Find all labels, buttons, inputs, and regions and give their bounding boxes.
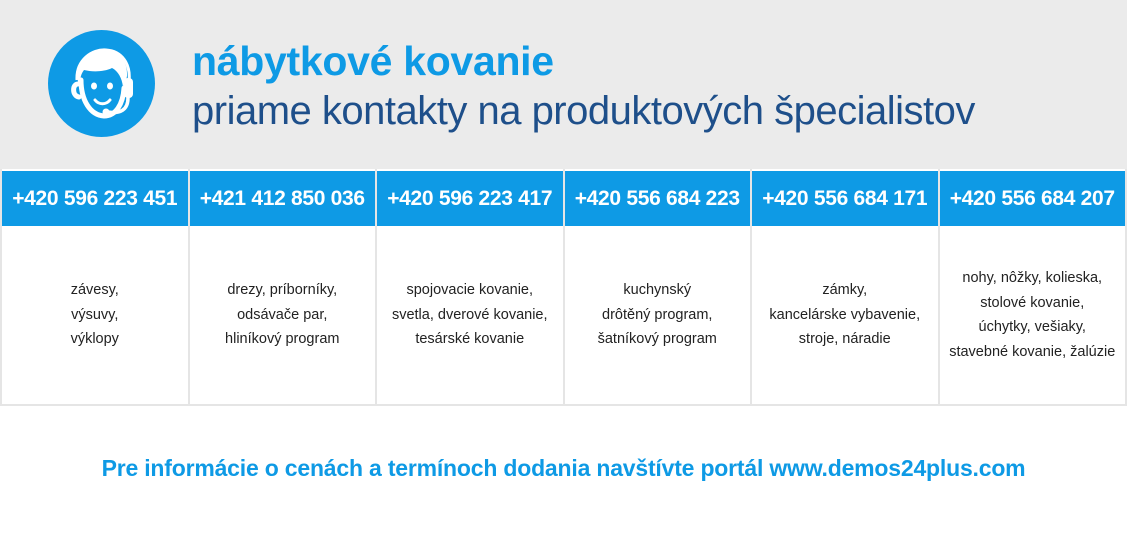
product-description xyxy=(2,226,188,406)
page-title: nábytkové kovanie xyxy=(192,38,554,84)
description-line: úchytky, vešiaky, xyxy=(978,319,1086,335)
description-line: kancelárske vybavenie, xyxy=(769,306,921,323)
phone-number[interactable]: +421 412 850 036 xyxy=(190,169,376,226)
description-line: stolové kovanie, xyxy=(980,294,1085,311)
description-line: stavebné kovanie, žalúzie xyxy=(949,343,1116,360)
contacts-grid xyxy=(0,169,1127,406)
description-line: šatníkový program xyxy=(597,331,717,348)
phone-number[interactable]: +420 596 223 417 xyxy=(377,169,563,226)
description-line: výklopy xyxy=(70,331,119,348)
phone-number[interactable]: +420 556 684 207 xyxy=(940,169,1126,226)
support-agent-headset-icon xyxy=(48,30,155,137)
description-line: drôtěný program, xyxy=(602,306,713,323)
description-line: tesárské kovanie xyxy=(415,331,525,348)
phone-number[interactable]: +420 556 684 223 xyxy=(565,169,751,226)
description-line: odsávače par, xyxy=(237,306,328,323)
footer-portal-note[interactable]: Pre informácie o cenách a termínoch dodania navštívte portál www.demos24plus.com xyxy=(101,455,1026,481)
contact-column xyxy=(190,169,378,406)
phone-number[interactable]: +420 596 223 451 xyxy=(2,169,188,226)
contact-column xyxy=(0,169,190,406)
description-line: spojovacie kovanie, xyxy=(406,282,534,299)
product-description xyxy=(752,226,938,406)
header-banner xyxy=(0,0,1127,169)
phone-number[interactable]: +420 556 684 171 xyxy=(752,169,938,226)
product-description xyxy=(565,226,751,406)
description-line: závesy, xyxy=(70,282,119,299)
page-subtitle: priame kontakty na produktových špecialistov xyxy=(192,89,975,133)
description-line: zámky, xyxy=(822,282,868,299)
contact-column xyxy=(565,169,753,406)
description-line: svetla, dverové kovanie, xyxy=(391,306,548,323)
product-description xyxy=(190,226,376,406)
product-description xyxy=(377,226,563,406)
description-line: drezy, príborníky, xyxy=(227,282,338,299)
contact-column xyxy=(752,169,940,406)
contact-column xyxy=(940,169,1127,406)
product-description xyxy=(940,226,1126,406)
description-line: hliníkový program xyxy=(225,331,340,348)
description-line: nohy, nôžky, kolieska, xyxy=(962,270,1103,286)
description-line: výsuvy, xyxy=(71,306,119,323)
contact-column xyxy=(377,169,565,406)
description-line: stroje, náradie xyxy=(798,331,891,348)
description-line: kuchynský xyxy=(623,282,692,299)
